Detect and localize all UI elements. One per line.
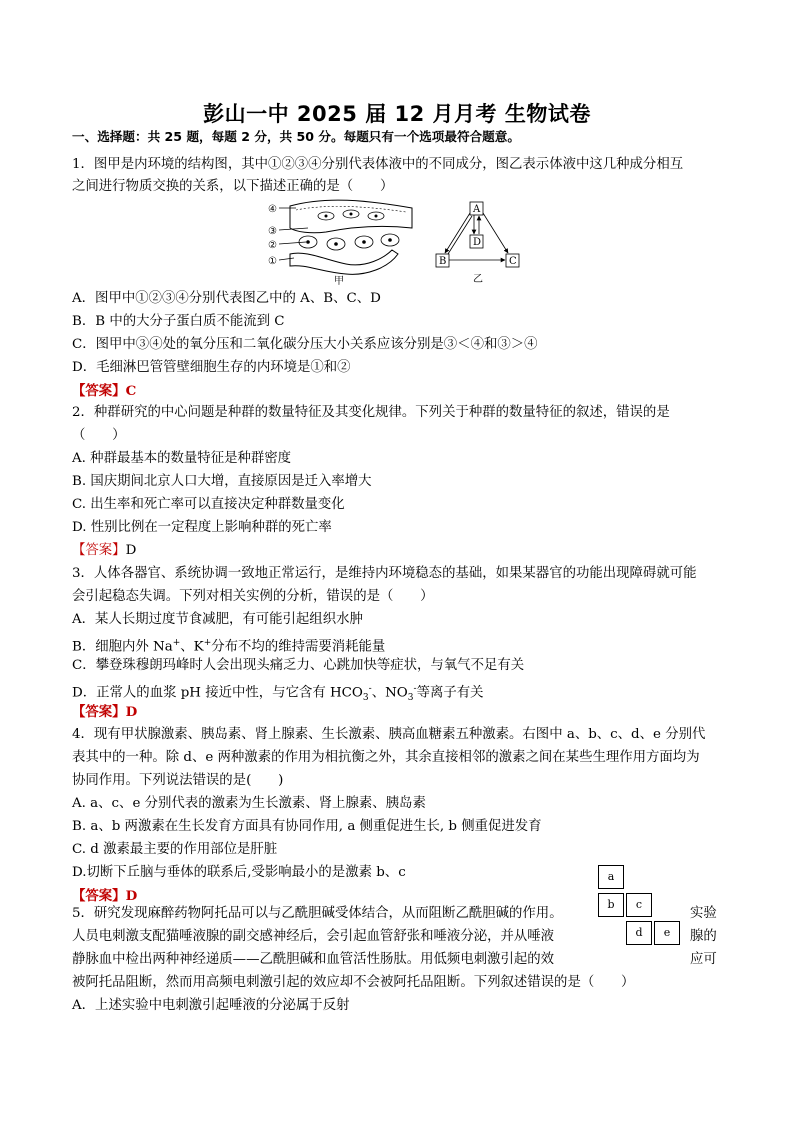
q3-stem-line2: 会引起稳态失调。下列对相关实例的分析，错误的是（ ） (72, 589, 434, 604)
q2-answer (72, 542, 136, 560)
grid-cell-b: b (598, 893, 624, 917)
q5-line4: 被阿托品阻断，然而用高频电刺激引起的效应却不会被阿托品阻断。下列叙述错误的是（ ） (72, 975, 635, 990)
q1-stem-line1: 1．图甲是内环境的结构图，其中①②③④分别代表体液中的不同成分，图乙表示体液中这几种成分相互 (72, 157, 684, 172)
q2-option-c: C. 出生率和死亡率可以直接决定种群数量变化 (72, 497, 345, 512)
fig-yi-node-d: D (473, 237, 482, 248)
fig-jia-caption: 甲 (334, 276, 344, 286)
fig-jia-label-2: ② (268, 240, 277, 251)
q1-option-b: B．B 中的大分子蛋白质不能流到 C (72, 314, 285, 329)
answer-label: 【答案】 (72, 704, 126, 720)
q5-line3-tail: 应可 (690, 952, 717, 967)
q2-option-d: D. 性别比例在一定程度上影响种群的死亡率 (72, 520, 332, 535)
answer-value: D (125, 543, 137, 558)
q2-stem-line2: （ ） (72, 428, 126, 443)
q5-line3: 静脉血中检出两种神经递质——乙酰胆碱和血管活性肠肽。用低频电刺激引起的效 (72, 952, 555, 967)
q1-figure-yi (430, 198, 530, 286)
q5-line1: 5．研究发现麻醉药物阿托品可以与乙酰胆碱受体结合，从而阻断乙酰胆碱的作用。 (72, 906, 563, 921)
grid-cell-a: a (598, 865, 624, 889)
q5-option-a: A．上述实验中电刺激引起唾液的分泌属于反射 (72, 998, 350, 1013)
q4-option-a: A. a、c、e 分别代表的激素为生长激素、肾上腺素、胰岛素 (72, 796, 426, 811)
q1-option-c: C．图甲中③④处的氧分压和二氧化碳分压大小关系应该分别是③＜④和③＞④ (72, 337, 538, 352)
fig-yi-node-a: A (473, 204, 481, 215)
answer-value: D (125, 888, 138, 904)
page-title: 彭山一中 2025 届 12 月月考 生物试卷 (203, 102, 591, 126)
q3-option-b: B．细胞内外 Na+、K+分布不均的维持需要消耗能量 (72, 638, 386, 655)
q3-option-c: C．攀登珠穆朗玛峰时人会出现头痛乏力、心跳加快等症状，与氧气不足有关 (72, 658, 525, 673)
fig-jia-label-3: ③ (268, 226, 277, 237)
q5-line1-tail: 实验 (690, 906, 717, 921)
q2-option-b: B. 国庆期间北京人口大增，直接原因是迁入率增大 (72, 474, 372, 489)
answer-label: 【答案】 (72, 383, 126, 399)
answer-value: C (125, 383, 137, 399)
grid-cell-c: c (626, 893, 652, 917)
q1-answer (72, 382, 136, 400)
q4-option-b: B. a、b 两激素在生长发育方面具有协同作用, a 侧重促进生长, b 侧重促进发育 (72, 819, 542, 834)
q1-option-a: A．图甲中①②③④分别代表图乙中的 A、B、C、D (72, 291, 381, 306)
grid-cell-d: d (626, 921, 652, 945)
section-heading: 一、选择题：共 25 题，每题 2 分，共 50 分。每题只有一个选项最符合题意。 (72, 129, 520, 144)
q1-option-d: D．毛细淋巴管管壁细胞生存的内环境是①和② (72, 360, 351, 375)
q4-option-c: C. d 激素最主要的作用部位是肝脏 (72, 842, 278, 857)
fig-yi-node-c: C (509, 256, 517, 267)
q4-answer (72, 887, 137, 905)
fig-jia-label-1: ① (268, 256, 277, 267)
q1-figure-jia (266, 198, 416, 286)
q4-stem-line1: 4．现有甲状腺激素、胰岛素、肾上腺素、生长激素、胰高血糖素五种激素。右图中 a、b、c、d、e 分别代 (72, 727, 706, 742)
q4-stem-line2: 表其中的一种。除 d、e 两种激素的作用为相抗衡之外，其余直接相邻的激素之间在某些生理作用方面均为 (72, 750, 700, 765)
q3-stem-line1: 3．人体各器官、系统协调一致地正常运行，是维持内环境稳态的基础，如果某器官的功能出现障碍就可能 (72, 566, 697, 581)
grid-cell-e: e (654, 921, 680, 945)
q2-stem-line1: 2．种群研究的中心问题是种群的数量特征及其变化规律。下列关于种群的数量特征的叙述，错误的是 (72, 405, 670, 420)
q5-line2-tail: 腺的 (690, 929, 717, 944)
q1-stem-line2: 之间进行物质交换的关系，以下描述正确的是（ ） (72, 179, 394, 194)
fig-yi-caption: 乙 (473, 274, 483, 285)
fig-yi-node-b: B (439, 256, 447, 267)
q3-option-d: D．正常人的血浆 pH 接近中性，与它含有 $HCO_3^-$、$NO_3^-$等离子有关 (72, 684, 484, 704)
answer-label: 【答案】 (72, 543, 126, 558)
answer-label: 【答案】 (72, 888, 126, 904)
q5-line2: 人员电刺激支配猫唾液腺的副交感神经后，会引起血管舒张和唾液分泌，并从唾液 (72, 929, 555, 944)
q3-option-a: A．某人长期过度节食减肥，有可能引起组织水肿 (72, 612, 363, 627)
answer-value: D (125, 704, 138, 720)
q3-answer (72, 703, 137, 721)
q2-option-a: A. 种群最基本的数量特征是种群密度 (72, 451, 292, 466)
q4-stem-line3: 协同作用。下列说法错误的是( ) (72, 773, 284, 788)
fig-jia-label-4: ④ (268, 204, 277, 215)
q4-option-d: D.切断下丘脑与垂体的联系后,受影响最小的是激素 b、c (72, 865, 406, 880)
